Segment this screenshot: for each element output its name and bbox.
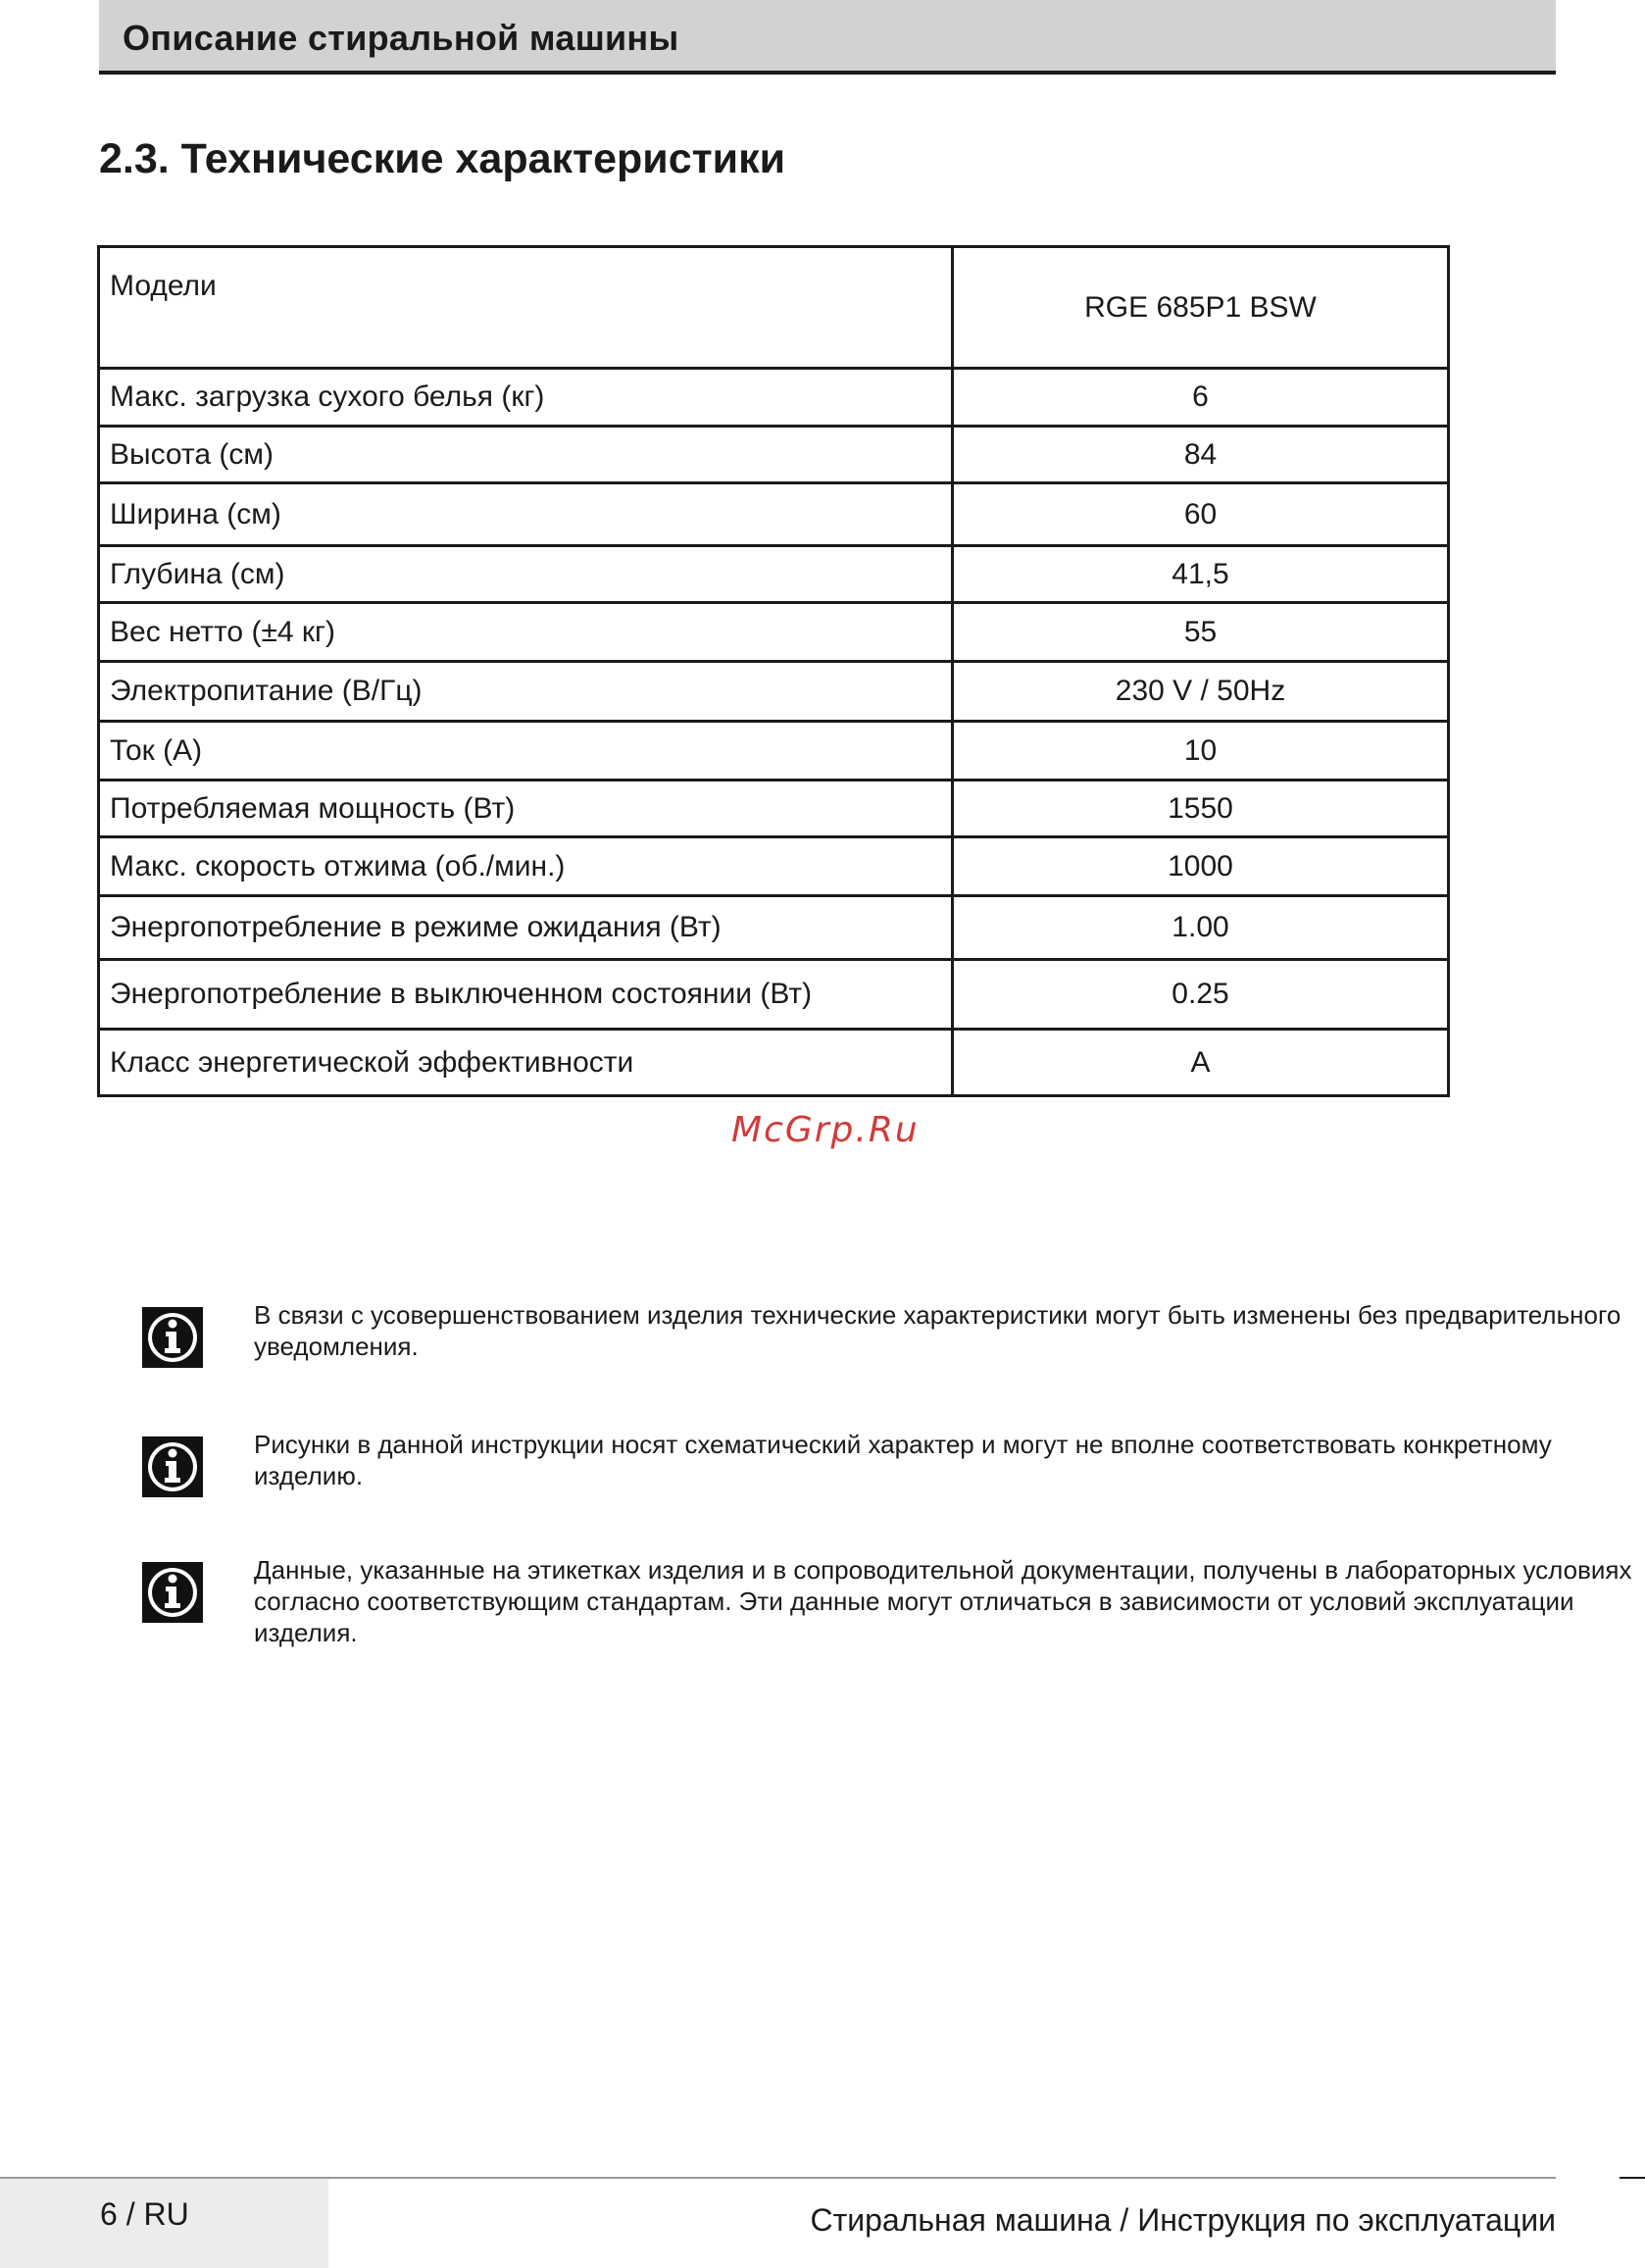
footer-divider-right bbox=[1620, 2177, 1645, 2179]
table-row bbox=[99, 960, 1449, 1030]
table-row bbox=[99, 247, 1449, 369]
spec-label: Ток (А) bbox=[99, 722, 953, 781]
spec-value: 230 V / 50Hz bbox=[953, 662, 1449, 722]
table-row bbox=[99, 662, 1449, 722]
header-title: Описание стиральной машины bbox=[123, 18, 679, 58]
spec-label: Электропитание (В/Гц) bbox=[99, 662, 953, 722]
spec-label: Макс. загрузка сухого белья (кг) bbox=[99, 369, 953, 427]
table-row bbox=[99, 483, 1449, 546]
table-row bbox=[99, 722, 1449, 781]
table-row bbox=[99, 781, 1449, 837]
spec-label: Энергопотребление в режиме ожидания (Вт) bbox=[99, 896, 953, 960]
spec-label: Глубина (см) bbox=[99, 546, 953, 603]
table-row bbox=[99, 427, 1449, 483]
spec-label: Ширина (см) bbox=[99, 483, 953, 546]
spec-label: Высота (см) bbox=[99, 427, 953, 483]
spec-value: 6 bbox=[953, 369, 1449, 427]
specs-table bbox=[97, 245, 1450, 1097]
spec-label: Модели bbox=[99, 247, 953, 369]
spec-label: Вес нетто (±4 кг) bbox=[99, 603, 953, 662]
spec-label: Энергопотребление в выключенном состоянии (Вт) bbox=[99, 960, 953, 1030]
spec-value: 10 bbox=[953, 722, 1449, 781]
note-text: Рисунки в данной инструкции носят схематический характер и могут не вполне соответствовать конкретному изделию. bbox=[254, 1430, 1552, 1490]
info-icon bbox=[142, 1307, 203, 1368]
note-text: Данные, указанные на этикетках изделия и в сопроводительной документации, получены в лабораторных условиях согласно соответствующим стандартам. Эти данные могут отличаться в зависимости от условий эксплуатации изделия. bbox=[254, 1555, 1632, 1647]
spec-label: Потребляемая мощность (Вт) bbox=[99, 781, 953, 837]
info-icon bbox=[142, 1562, 203, 1623]
spec-value: 0.25 bbox=[953, 960, 1449, 1030]
page-header bbox=[99, 0, 1556, 75]
table-row bbox=[99, 603, 1449, 662]
spec-value: 1550 bbox=[953, 781, 1449, 837]
spec-label: Класс энергетической эффективности bbox=[99, 1030, 953, 1096]
spec-value: 55 bbox=[953, 603, 1449, 662]
spec-value: 1.00 bbox=[953, 896, 1449, 960]
spec-value: RGE 685P1 BSW bbox=[953, 247, 1449, 369]
spec-value: 84 bbox=[953, 427, 1449, 483]
spec-value: A bbox=[953, 1030, 1449, 1096]
page-number: 6 / RU bbox=[100, 2196, 189, 2232]
document-title: Стиральная машина / Инструкция по эксплуатации bbox=[810, 2202, 1556, 2238]
spec-label: Макс. скорость отжима (об./мин.) bbox=[99, 837, 953, 896]
section-title: 2.3. Технические характеристики bbox=[99, 135, 786, 182]
watermark: McGrp.Ru bbox=[731, 1110, 920, 1150]
info-icon bbox=[142, 1436, 203, 1497]
table-row bbox=[99, 896, 1449, 960]
spec-value: 60 bbox=[953, 483, 1449, 546]
spec-value: 1000 bbox=[953, 837, 1449, 896]
table-row bbox=[99, 546, 1449, 603]
note-text: В связи с усовершенствованием изделия технические характеристики могут быть изменены без предварительного уведомления. bbox=[254, 1300, 1621, 1361]
table-row bbox=[99, 369, 1449, 427]
table-row bbox=[99, 837, 1449, 896]
spec-value: 41,5 bbox=[953, 546, 1449, 603]
table-row bbox=[99, 1030, 1449, 1096]
